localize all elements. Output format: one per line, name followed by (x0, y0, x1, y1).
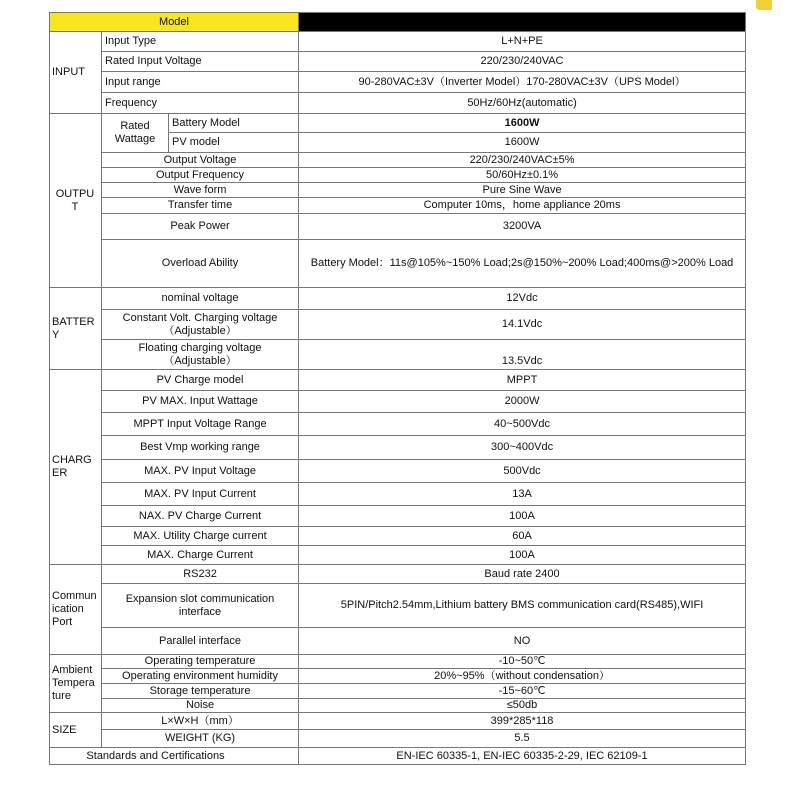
row-label: Expansion slot communication interface (102, 584, 299, 628)
model-label: Model (50, 13, 299, 32)
row-value: 500Vdc (299, 460, 746, 483)
standards-label: Standards and Certifications (50, 748, 299, 765)
row-value: -10~50℃ (299, 655, 746, 669)
row-label: Rated Input Voltage (102, 52, 299, 72)
table-row (50, 198, 746, 214)
group-comm: Commun ication Port (50, 565, 102, 655)
row-value: L+N+PE (299, 32, 746, 52)
row-value: -15~60℃ (299, 684, 746, 699)
table-row (50, 240, 746, 288)
row-label: MAX. Utility Charge current (102, 527, 299, 546)
row-label: PV model (169, 133, 299, 153)
row-label: Output Voltage (102, 153, 299, 168)
table-row (50, 713, 746, 730)
row-value: 220/230/240VAC±5% (299, 153, 746, 168)
row-value: Pure Sine Wave (299, 183, 746, 198)
row-label: Storage temperature (102, 684, 299, 699)
row-label: MAX. Charge Current (102, 546, 299, 565)
row-label: Wave form (102, 183, 299, 198)
row-label: PV Charge model (102, 370, 299, 391)
row-value: NO (299, 628, 746, 655)
group-output: OUTPU T (50, 114, 102, 288)
row-value: Computer 10ms，home appliance 20ms (299, 198, 746, 214)
row-label: MAX. PV Input Current (102, 483, 299, 506)
standards-value: EN-IEC 60335-1, EN-IEC 60335-2-29, IEC 62109-1 (299, 748, 746, 765)
table-row (50, 546, 746, 565)
row-label: Transfer time (102, 198, 299, 214)
row-value: Baud rate 2400 (299, 565, 746, 584)
row-value: 220/230/240VAC (299, 52, 746, 72)
table-row (50, 684, 746, 699)
table-row (50, 52, 746, 72)
table-row (50, 391, 746, 413)
table-row (50, 168, 746, 183)
table-row (50, 699, 746, 713)
row-value: ≤50db (299, 699, 746, 713)
row-label: Overload Ability (102, 240, 299, 288)
table-row (50, 288, 746, 310)
spec-table (49, 12, 746, 765)
row-label: Battery Model (169, 114, 299, 133)
group-charger: CHARG ER (50, 370, 102, 565)
row-value: 1600W (299, 114, 746, 133)
row-value: 3200VA (299, 214, 746, 240)
table-row (50, 460, 746, 483)
group-input: INPUT (50, 32, 102, 114)
row-value: 399*285*118 (299, 713, 746, 730)
table-row (50, 32, 746, 52)
row-value: 40~500Vdc (299, 413, 746, 436)
row-label: Operating temperature (102, 655, 299, 669)
row-label: PV MAX. Input Wattage (102, 391, 299, 413)
table-row (50, 506, 746, 527)
row-label: Peak Power (102, 214, 299, 240)
row-value: 90-280VAC±3V（Inverter Model）170-280VAC±3V（UPS Model） (299, 72, 746, 93)
row-label: L×W×H（mm） (102, 713, 299, 730)
table-row (50, 310, 746, 340)
row-value: 5.5 (299, 730, 746, 748)
model-value (299, 13, 746, 32)
group-battery: BATTER Y (50, 288, 102, 370)
row-label: Constant Volt. Charging voltage （Adjustable） (102, 310, 299, 340)
table-row (50, 114, 746, 133)
table-row (50, 183, 746, 198)
row-value: Battery Model：11s@105%~150% Load;2s@150%~200% Load;400ms@>200% Load (299, 240, 746, 288)
table-row (50, 93, 746, 114)
table-row (50, 527, 746, 546)
table-row (50, 483, 746, 506)
table-row (50, 436, 746, 460)
table-row (50, 72, 746, 93)
row-value: 5PIN/Pitch2.54mm,Lithium battery BMS communication card(RS485),WIFI (299, 584, 746, 628)
table-row (50, 669, 746, 684)
table-row (50, 370, 746, 391)
row-label: Operating environment humidity (102, 669, 299, 684)
row-value: 100A (299, 506, 746, 527)
header-row (50, 13, 746, 32)
table-row (50, 655, 746, 669)
row-label: nominal voltage (102, 288, 299, 310)
row-value: 50/60Hz±0.1% (299, 168, 746, 183)
row-label: Input Type (102, 32, 299, 52)
row-label: WEIGHT (KG) (102, 730, 299, 748)
row-value: 50Hz/60Hz(automatic) (299, 93, 746, 114)
row-value: MPPT (299, 370, 746, 391)
row-label: NAX. PV Charge Current (102, 506, 299, 527)
table-row (50, 340, 746, 370)
row-label: Input range (102, 72, 299, 93)
row-label: Floating charging voltage （Adjustable） (102, 340, 299, 370)
row-value: 2000W (299, 391, 746, 413)
row-value: 14.1Vdc (299, 310, 746, 340)
row-value: 13.5Vdc (299, 340, 746, 370)
row-label: Output Frequency (102, 168, 299, 183)
row-value: 1600W (299, 133, 746, 153)
row-label: Best Vmp working range (102, 436, 299, 460)
row-value: 12Vdc (299, 288, 746, 310)
row-label: Parallel interface (102, 628, 299, 655)
row-label: Frequency (102, 93, 299, 114)
row-label: MPPT Input Voltage Range (102, 413, 299, 436)
table-row (50, 565, 746, 584)
row-value: 13A (299, 483, 746, 506)
table-row (50, 214, 746, 240)
row-label: Noise (102, 699, 299, 713)
corner-tab (756, 0, 772, 10)
row-value: 100A (299, 546, 746, 565)
table-row (50, 628, 746, 655)
table-row (50, 153, 746, 168)
row-label: RS232 (102, 565, 299, 584)
row-value: 300~400Vdc (299, 436, 746, 460)
row-label: MAX. PV Input Voltage (102, 460, 299, 483)
rated-wattage-label: Rated Wattage (102, 114, 169, 153)
table-row (50, 730, 746, 748)
table-row (50, 748, 746, 765)
group-ambient: Ambient Tempera ture (50, 655, 102, 713)
group-size: SIZE (50, 713, 102, 748)
table-row (50, 584, 746, 628)
row-value: 20%~95%（without condensation） (299, 669, 746, 684)
table-row (50, 413, 746, 436)
row-value: 60A (299, 527, 746, 546)
